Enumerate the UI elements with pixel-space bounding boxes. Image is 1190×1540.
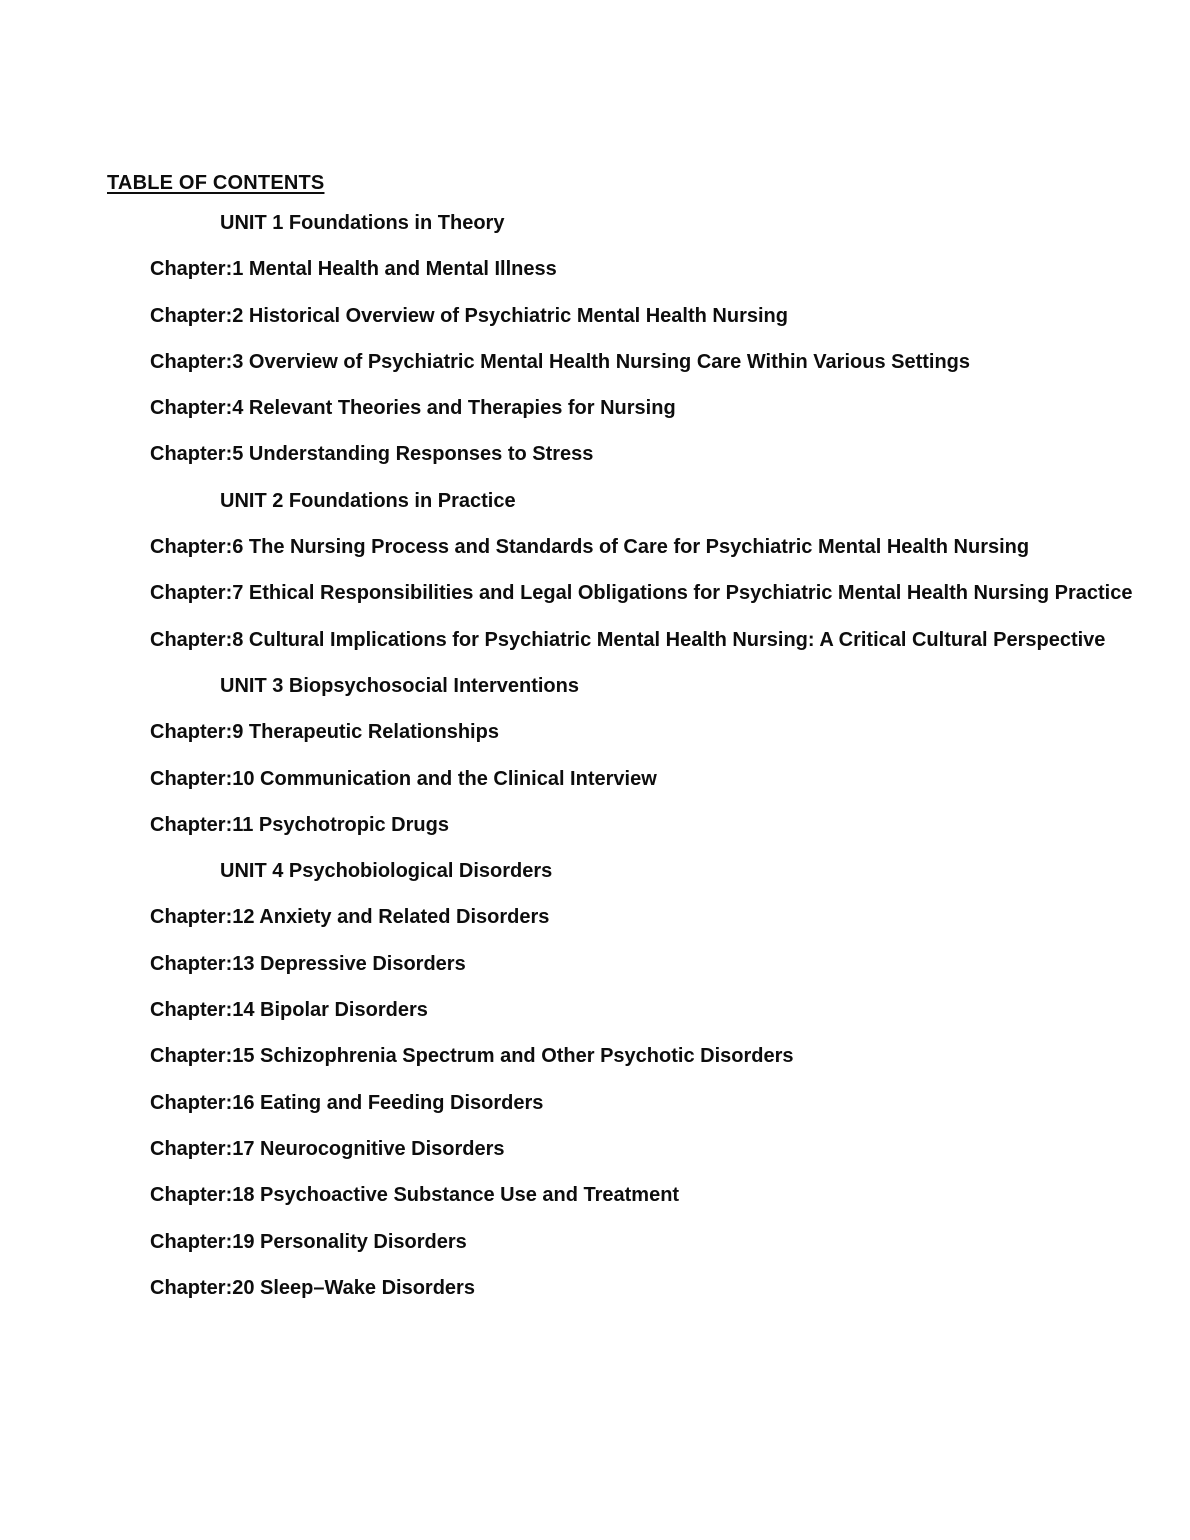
toc-unit-heading: UNIT 1 Foundations in Theory (220, 212, 505, 234)
toc-chapter-entry: Chapter:11 Psychotropic Drugs (150, 813, 449, 836)
toc-chapter-entry: Chapter:20 Sleep–Wake Disorders (150, 1276, 475, 1299)
toc-chapter-entry: Chapter:17 Neurocognitive Disorders (150, 1137, 505, 1160)
toc-chapter-entry: Chapter:12 Anxiety and Related Disorders (150, 906, 550, 929)
toc-chapter-entry: Chapter:15 Schizophrenia Spectrum and Other Psychotic Disorders (150, 1045, 794, 1068)
toc-unit-heading: UNIT 3 Biopsychosocial Interventions (220, 674, 579, 697)
toc-chapter-entry: Chapter:3 Overview of Psychiatric Mental Health Nursing Care Within Various Settings (150, 350, 971, 373)
toc-chapter-entry: Chapter:13 Depressive Disorders (150, 952, 466, 975)
page-title: TABLE OF CONTENTS (107, 172, 325, 194)
toc-chapter-entry: Chapter:4 Relevant Theories and Therapies for Nursing (150, 397, 676, 420)
table-of-contents (107, 170, 1142, 1311)
toc-entry-list (107, 200, 1142, 1311)
toc-chapter-entry: Chapter:6 The Nursing Process and Standards of Care for Psychiatric Mental Health Nursing (150, 536, 1030, 559)
toc-unit-heading: UNIT 4 Psychobiological Disorders (220, 860, 553, 883)
toc-chapter-entry: Chapter:7 Ethical Responsibilities and Legal Obligations for Psychiatric Mental Health Nursing Practice (150, 582, 1133, 605)
toc-chapter-entry: Chapter:5 Understanding Responses to Stress (150, 443, 594, 466)
toc-chapter-entry: Chapter:10 Communication and the Clinical Interview (150, 767, 657, 790)
toc-chapter-entry: Chapter:18 Psychoactive Substance Use and Treatment (150, 1184, 680, 1207)
toc-chapter-entry: Chapter:2 Historical Overview of Psychiatric Mental Health Nursing (150, 304, 788, 327)
toc-unit-heading: UNIT 2 Foundations in Practice (220, 489, 516, 512)
toc-chapter-entry: Chapter:8 Cultural Implications for Psychiatric Mental Health Nursing: A Critical Cultural Perspective (150, 628, 1106, 651)
toc-chapter-entry: Chapter:14 Bipolar Disorders (150, 999, 428, 1022)
toc-chapter-entry: Chapter:16 Eating and Feeding Disorders (150, 1091, 544, 1114)
toc-chapter-entry: Chapter:9 Therapeutic Relationships (150, 721, 499, 744)
toc-chapter-entry: Chapter:19 Personality Disorders (150, 1230, 467, 1253)
toc-chapter-entry: Chapter:1 Mental Health and Mental Illness (150, 258, 557, 281)
